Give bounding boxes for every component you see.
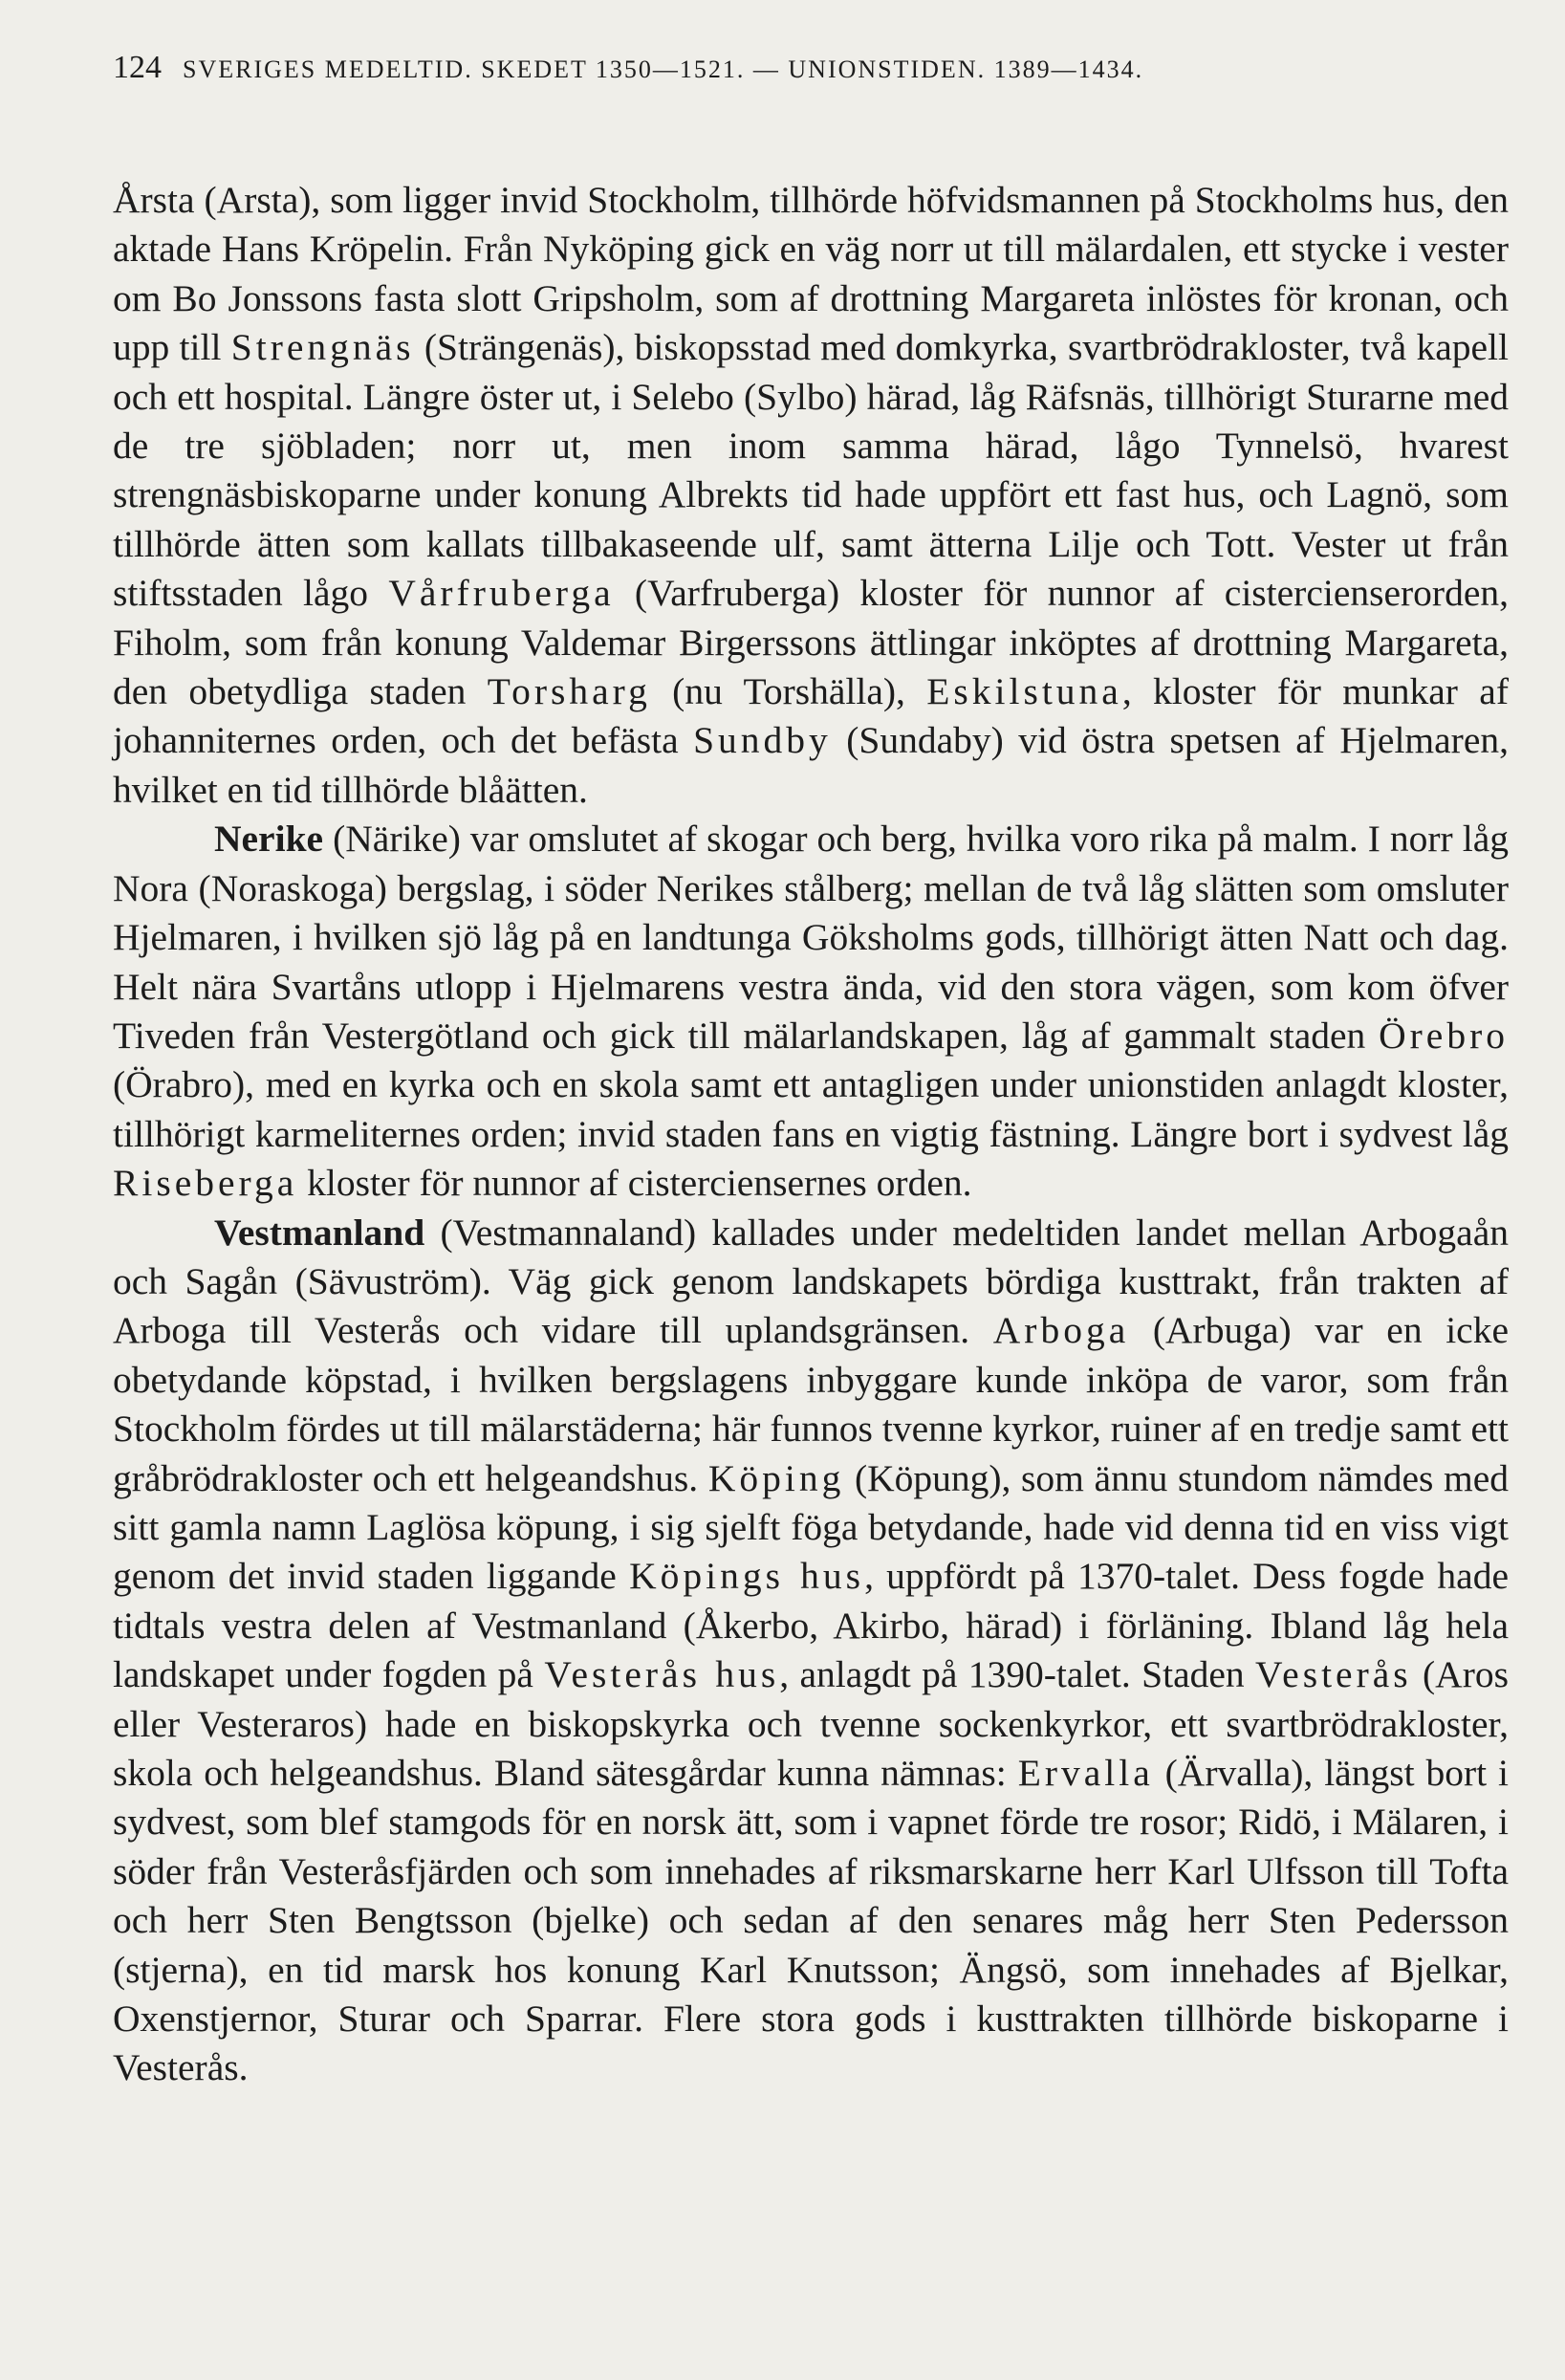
text-segment: (Strängenäs), biskopsstad med domkyrka, svartbrödrakloster, två kapell och ett hospital. Längre öster ut, i Selebo (Sylbo) härad, låg Räfsnäs, tillhörigt Sturarne med de tre sjöbladen; norr ut, men inom samma härad, lågo Tynnelsö, hvarest strengnäsbiskoparne under konung Albrekts tid hade uppfört ett fast hus, och Lagnö, som tillhörde ätten som kallats tillbakaseende ulf, samt ätterna Lilje och Tott. Vester ut från stiftsstaden lågo bbox=[113, 326, 1510, 615]
text-segment: (Örabro), med en kyrka och en skola samt ett antagligen under unionstiden anlagdt kloster, tillhörigt karmeliternes orden; invid staden fans en vigtig fästning. Längre bort i sydvest låg bbox=[113, 1063, 1509, 1155]
spaced-place-name: Torsharg bbox=[487, 670, 651, 713]
section-heading-vestmanland: Vestmanland bbox=[214, 1211, 425, 1254]
page-number: 124 bbox=[113, 50, 162, 85]
text-segment: Årsta (Arsta), som ligger invid Stockholm, tillhörde höfvidsmannen på Stockholms hus, den aktade Hans Kröpelin. Från Nyköping gick en väg norr ut till mälardalen, ett stycke i vester om Bo Jonssons fasta slott Gripsholm, som af drottning Margareta inlöstes för kronan, och upp till bbox=[113, 179, 1509, 369]
text-segment: (Varfruberga) kloster för nunnor af cistercienserorden, Fiholm, som från konung Valdemar Birgerssons ättlingar inköptes af drottning Margareta, den obetydliga staden bbox=[113, 572, 1509, 713]
spaced-place-name: Eskilstuna bbox=[926, 670, 1122, 713]
spaced-place-name: Örebro bbox=[1379, 1014, 1509, 1057]
text-segment: (Arbuga) var en icke obetydande köpstad, i hvilken bergslagens inbyggare kunde inköpa de varor, som från Stockholm fördes ut till mälarstäderna; här funnos tvenne kyrkor, ruiner af en tredje samt ett gråbrödrakloster och ett helgeandshus. bbox=[113, 1309, 1509, 1499]
spaced-place-name: Strengnäs bbox=[230, 326, 415, 369]
section-heading-nerike: Nerike bbox=[214, 818, 324, 861]
spaced-place-name: Vesterås bbox=[1255, 1653, 1412, 1696]
spaced-place-name: Köping bbox=[707, 1456, 845, 1499]
text-segment: (nu Torshälla), bbox=[650, 670, 927, 713]
text-segment: (Närike) var omslutet af skogar och berg, hvilka voro rika på malm. I norr låg Nora (Noraskoga) bergslag, i söder Nerikes stålberg; mellan de två låg slätten som omsluter Hjelmaren, i hvilken sjö låg på en landtunga Göksholms gods, tillhörigt ätten Natt och dag. Helt nära Svartåns utlopp i Hjelmarens vestra ända, vid den stora vägen, som kom öfver Tiveden från Vestergötland och gick till mälarlandskapen, låg af gammalt staden bbox=[113, 818, 1509, 1057]
text-segment: (Vestmannaland) kallades under medeltiden landet mellan Arbogaån och Sagån (Sävuström). Väg gick genom landskapets bördiga kusttrakt, från trakten af Arboga till Vesterås och vidare till uplandsgränsen. bbox=[113, 1211, 1509, 1352]
paragraph-vestmanland bbox=[113, 1209, 1509, 2093]
text-segment: (Sundaby) vid östra spetsen af Hjelmaren, hvilket en tid tillhörde blåätten. bbox=[113, 719, 1509, 811]
text-segment: kloster för nunnor af cisterciensernes orden. bbox=[297, 1162, 972, 1205]
spaced-place-name: Ervalla bbox=[1017, 1752, 1154, 1794]
paragraph-arsta bbox=[113, 176, 1509, 815]
text-segment: , kloster för munkar af johanniternes orden, och det befästa bbox=[113, 670, 1509, 762]
running-title: SVERIGES MEDELTID. SKEDET 1350—1521. — UNIONSTIDEN. 1389—1434. bbox=[183, 55, 1144, 83]
text-segment: , anlagdt på 1390-talet. Staden bbox=[779, 1653, 1256, 1696]
spaced-place-name: Riseberga bbox=[113, 1162, 298, 1205]
spaced-place-name: Köpings hus bbox=[629, 1555, 865, 1598]
text-segment: , uppfördt på 1370-talet. Dess fogde hade tidtals vestra delen af Vestmanland (Åkerbo, Akirbo, härad) i förläning. Ibland låg hela landskapet under fogden på bbox=[113, 1555, 1509, 1696]
spaced-place-name: Vesterås hus bbox=[544, 1653, 780, 1696]
text-segment: (Aros eller Vesteraros) hade en biskopskyrka och tvenne sockenkyrkor, ett svartbrödrakloster, skola och helgeandshus. Bland sätesgårdar kunna nämnas: bbox=[113, 1653, 1509, 1794]
paragraph-nerike bbox=[113, 815, 1509, 1208]
text-segment: (Ärvalla), längst bort i sydvest, som blef stamgods för en norsk ätt, som i vapnet förde tre rosor; Ridö, i Mälaren, i söder från Vesteråsfjärden och som innehades af riksmarskarne herr Karl Ulfsson till Tofta och herr Sten Bengtsson (bjelke) och sedan af den senares måg herr Sten Pedersson (stjerna), en tid marsk hos konung Karl Knutsson; Ängsö, som innehades af Bjelkar, Oxenstjernor, Sturar och Sparrar. Flere stora gods i kusttrakten tillhörde biskoparne i Vesterås. bbox=[113, 1752, 1509, 2089]
running-head bbox=[113, 50, 1509, 98]
book-page bbox=[113, 50, 1509, 2093]
spaced-place-name: Vårfruberga bbox=[388, 572, 615, 615]
text-segment: (Köpung), som ännu stundom nämdes med sitt gamla namn Laglösa köpung, i sig sjelft föga betydande, hade vid denna tid en viss vigt genom det invid staden liggande bbox=[113, 1456, 1509, 1598]
body-text bbox=[113, 176, 1509, 2093]
spaced-place-name: Sundby bbox=[693, 719, 832, 762]
spaced-place-name: Arboga bbox=[992, 1309, 1130, 1352]
